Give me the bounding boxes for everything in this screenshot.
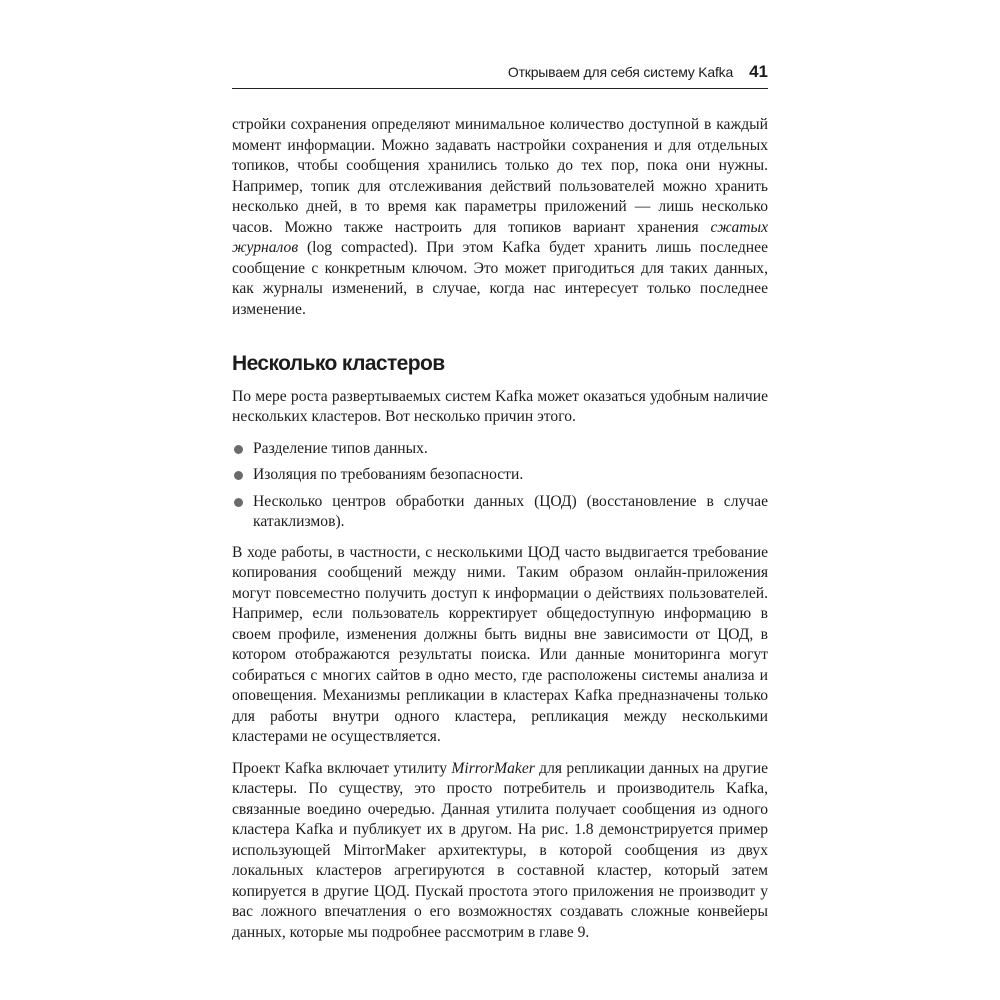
paragraph-retention-part-b: (log compacted). При этом Kafka будет хранить лишь последнее сообщение с конкретным ключом. Это может пригодиться для таких данных, как журналы изменений, в случае, когда нас интересует только последнее изменение. <box>232 239 768 318</box>
paragraph-multi-datacenter: В ходе работы, в частности, с несколькими ЦОД часто выдвигается требование копирования сообщений между ними. Таким образом онлайн-приложения могут повсеместно получить доступ к информации о действиях пользователей. Например, если пользователь корректирует общедоступную информацию в своем профиле, изменения должны быть видны вне зависимости от ЦОД, в котором отображаются результаты поиска. Или данные мониторинга могут собираться с многих сайтов в одно место, где расположены системы анализа и оповещения. Механизмы репликации в кластерах Kafka предназначены только для работы внутри одного кластера, репликация между несколькими кластерами не осуществляется. <box>232 543 768 745</box>
term-mirrormaker: MirrorMaker <box>451 759 535 777</box>
running-header <box>232 62 768 82</box>
bullet-dot-icon <box>234 471 243 480</box>
list-item-text: Разделение типов данных. <box>253 439 428 457</box>
reasons-list <box>232 439 768 533</box>
paragraph-mirrormaker-part-a: Проект Kafka включает утилиту <box>232 759 452 777</box>
paragraph-retention <box>232 115 768 320</box>
paragraph-intro-clusters: По мере роста развертываемых систем Kafka может оказаться удобным наличие нескольких кластеров. Вот несколько причин этого. <box>232 387 768 425</box>
header-rule <box>232 88 768 89</box>
paragraph-mirrormaker-part-b: для репликации данных на другие кластеры. По существу, это просто потребитель и производитель Kafka, связанные воедино очередью. Данная утилита получает сообщения из одного кластера Kafka и публикует их в другом. На рис. 1.8 демонстрируется пример использующей MirrorMaker архитектуры, в которой сообщения из двух локальных кластеров агрегируются в составной кластер, который затем копируется в другие ЦОД. Пускай простота этого приложения не производит у вас ложного впечатления о его возможностях создавать сложные конвейеры данных, которые мы подробнее рассмотрим в главе 9. <box>232 759 769 941</box>
list-item <box>232 465 768 486</box>
paragraph-retention-part-a: стройки сохранения определяют минимальное количество доступной в каждый момент информации. Можно задавать настройки сохранения и для отдельных топиков, чтобы сообщения хранились только до тех пор, пока они нужны. Например, топик для отслеживания действий пользователей можно хранить несколько дней, в то время как параметры приложений — лишь несколько часов. Можно также настроить для топиков вариант хранения <box>232 116 768 236</box>
page-number: 41 <box>749 62 768 81</box>
list-item-text: Изоляция по требованиям безопасности. <box>253 466 524 483</box>
term-compacted-logs: сжатых журналов <box>232 218 768 256</box>
list-item <box>232 439 768 460</box>
bullet-dot-icon <box>234 445 243 454</box>
section-heading: Несколько кластеров <box>232 352 445 375</box>
list-item <box>232 492 768 533</box>
running-title: Открываем для себя систему Kafka <box>507 64 734 80</box>
body-text <box>232 115 768 943</box>
paragraph-mirrormaker <box>232 759 768 944</box>
list-item-text: Несколько центров обработки данных (ЦОД) (восстановление в случае катаклизмов). <box>253 492 768 530</box>
bullet-dot-icon <box>234 498 243 507</box>
